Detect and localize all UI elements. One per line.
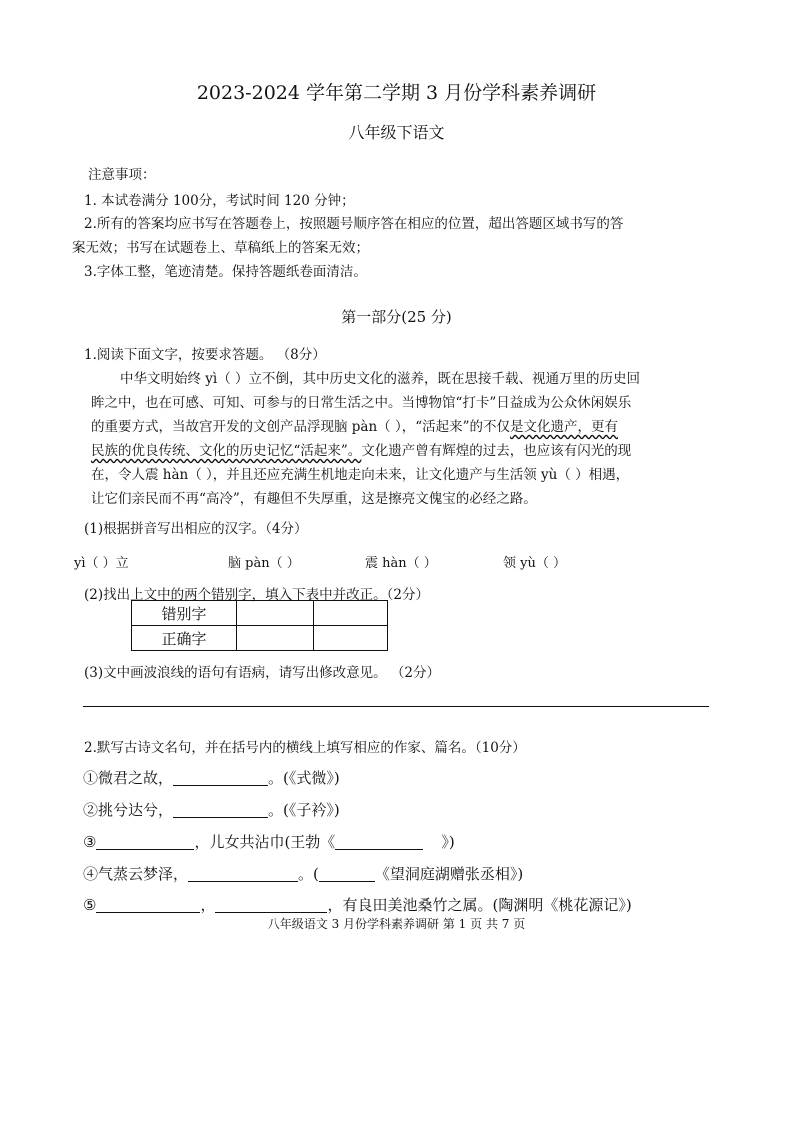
q2-line-1-source: 。(《式微》) [268, 769, 340, 787]
typo-table-cell[interactable] [237, 601, 314, 626]
typo-table-label-correct: 正确字 [132, 626, 237, 651]
q2-line-1 [83, 767, 340, 788]
notes-heading: 注意事项： [88, 167, 156, 183]
fill-blank[interactable] [173, 769, 268, 786]
q1-passage-line-5: 在，令人震 hàn（ ），并且还应充满生机地走向未来，让文化遗产与生活领 yù（ ）相遇， [91, 467, 630, 483]
q2-line-5 [83, 894, 632, 915]
typo-table-cell[interactable] [314, 601, 388, 626]
note-item-2a: 2.所有的答案均应书写在答题卷上，按照题号顺序答在相应的位置，超出答题区域书写的答 [84, 216, 624, 232]
q1-sub1: (1)根据拼音写出相应的汉字。（4分） [84, 521, 308, 537]
note-item-3: 3.字体工整，笔迹清楚。保持答题纸卷面清洁。 [84, 264, 367, 280]
q2-line-3-close: 》) [441, 833, 455, 851]
q1-sub3: (3)文中画波浪线的语句有语病，请写出修改意见。 （2分） [84, 665, 441, 681]
typo-table-cell[interactable] [314, 626, 388, 651]
q1-passage-line-6: 让它们亲民而不再“高冷”，有趣但不失厚重，这是擦亮文傀宝的必经之路。 [91, 491, 537, 507]
typo-table [131, 600, 388, 651]
part-heading: 第一部分(25 分) [341, 308, 452, 326]
fill-blank[interactable] [96, 833, 194, 850]
q2-line-4-open: 。( [298, 865, 319, 883]
q1-stem: 1.阅读下面文字，按要求答题。 （8分） [84, 347, 326, 363]
q2-line-4-text: ④气蒸云梦泽， [83, 865, 189, 883]
q1-passage-line-4 [91, 439, 631, 459]
q2-line-3-num: ③ [83, 833, 97, 851]
fill-blank[interactable] [173, 801, 268, 818]
q1-passage-line-1: 中华文明始终 yì（ ）立不倒，其中历史文化的滋养，既在思接千载、视通万里的历史回 [120, 371, 641, 387]
q2-line-4 [83, 863, 523, 884]
pinyin-blank-4: 领 yù（ ） [503, 556, 566, 571]
wavy-sentence-part-2: 民族的优良传统、文化的历史记忆“活起来”。 [91, 443, 362, 459]
q2-line-5-source: ，有良田美池桑竹之属。(陶渊明《桃花源记》) [327, 896, 632, 914]
note-item-2b: 案无效；书写在试题卷上、草稿纸上的答案无效； [72, 240, 369, 256]
q2-line-4-source: 《望洞庭湖赠张丞相》) [374, 865, 524, 883]
q1-passage-line-2: 眸之中，也在可感、可知、可参与的日常生活之中。当博物馆“打卡”日益成为公众休闲娱乐 [91, 395, 632, 411]
q2-line-1-text: ①微君之故， [83, 769, 174, 787]
q2-line-3-text: ，儿女共沾巾(王勃《 [194, 833, 336, 851]
page-title: 2023-2024 学年第二学期 3 月份学科素养调研 [196, 82, 597, 104]
q1-sub2: (2)找出上文中的两个错别字，填入下表中并改正。（2分） [84, 587, 429, 603]
typo-table-row-wrong [132, 601, 388, 626]
q2-stem: 2.默写古诗文名句，并在括号内的横线上填写相应的作家、篇名。（10分） [84, 740, 526, 756]
typo-table-cell[interactable] [237, 626, 314, 651]
typo-table-label-wrong: 错别字 [132, 601, 237, 626]
q1-passage-line-3 [91, 415, 618, 435]
page-subtitle: 八年级下语文 [348, 123, 445, 142]
q2-line-2 [83, 799, 340, 820]
q2-line-2-text: ②挑兮达兮， [83, 801, 174, 819]
q2-line-5-num: ⑤ [83, 896, 97, 914]
fill-blank[interactable] [319, 865, 375, 882]
pinyin-blank-1: yì（ ）立 [74, 556, 129, 571]
pinyin-blank-2: 脑 pàn（ ） [228, 556, 300, 571]
fill-blank[interactable] [215, 896, 327, 913]
answer-line[interactable] [83, 706, 709, 707]
fill-blank[interactable] [335, 833, 423, 850]
q2-line-3 [83, 831, 455, 852]
typo-table-row-correct [132, 626, 388, 651]
pinyin-blank-3: 震 hàn（ ） [365, 556, 437, 571]
q1-passage-line-4b: 文化遗产曾有辉煌的过去，也应该有闪光的现 [361, 443, 632, 459]
note-item-1: 1. 本试卷满分 100分，考试时间 120 分钟； [84, 193, 355, 209]
page-footer: 八年级语文 3 月份学科素养调研 第 1 页 共 7 页 [267, 917, 526, 931]
q2-line-5-comma: ， [200, 896, 216, 914]
wavy-sentence-part-1: 是文化遗产，更有 [510, 419, 619, 435]
q2-line-2-source: 。(《子衿》) [268, 801, 340, 819]
fill-blank[interactable] [96, 896, 200, 913]
q1-passage-line-3a: 的重要方式，当故宫开发的文创产品浮现脑 pàn（ ），“活起来”的不仅 [91, 419, 511, 435]
fill-blank[interactable] [188, 865, 298, 882]
